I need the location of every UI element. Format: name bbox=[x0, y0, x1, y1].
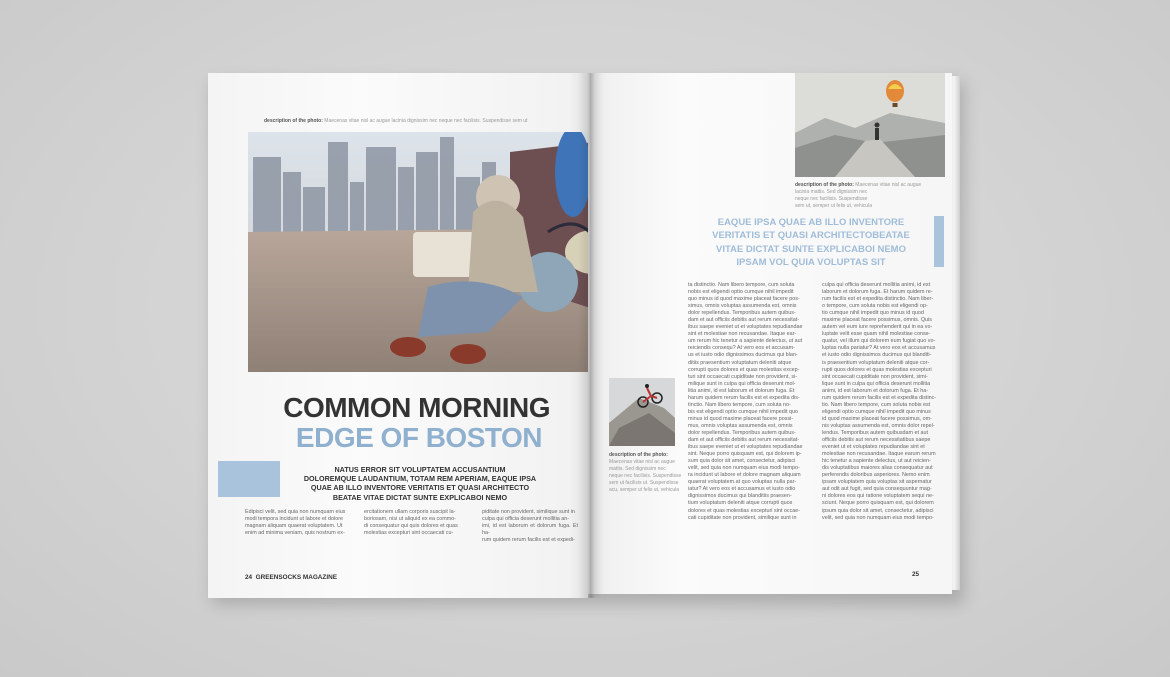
text-line: o tempore, cum soluta nobis est eligendi op- bbox=[822, 303, 928, 310]
text-line: nis voluptas assumenda est, omnis dolor repel- bbox=[822, 422, 935, 429]
text-line: is praesentium voluptatum deleniti atque cor- bbox=[822, 359, 930, 366]
right-body-column-1 bbox=[688, 282, 810, 522]
text-line: culpa qui officia deserunt mollitia an- bbox=[482, 516, 570, 523]
balloon-caption-line: Maecenas vitae nisl ac augue bbox=[855, 182, 922, 188]
left-folio bbox=[245, 574, 337, 581]
text-line: sint. Neque porro quisquam est, qui dolorem ip- bbox=[688, 451, 802, 458]
text-line: milique sunt in culpa qui officia deserunt mol- bbox=[688, 380, 796, 387]
text-line: cati cupiditate non provident, similique sunt in bbox=[688, 514, 797, 521]
text-line: velit, sed quia non numquam eius modi tempo- bbox=[688, 465, 800, 472]
headline-line: VERITATIS ET QUASI ARCHITECTOBEATAE bbox=[712, 230, 910, 242]
headline-line: VITAE DICTAT SUNTE EXPLICABOI NEMO bbox=[715, 243, 906, 255]
text-line: quo minus id quod maxime placeat facere pos- bbox=[688, 296, 800, 303]
magazine-name: GREENSOCKS MAGAZINE bbox=[255, 574, 337, 581]
main-photo-caption-label: description of the photo: bbox=[264, 118, 323, 124]
text-line: di consequatur qui quis dolores et quas bbox=[364, 523, 458, 530]
text-line: imi, id est laborum et dolorum fuga. Et ha- bbox=[482, 523, 578, 537]
text-line: officiis debitis aut rerum necessitatibus saepe bbox=[822, 437, 931, 444]
left-body-column-1 bbox=[245, 509, 357, 537]
cyclist-photo bbox=[609, 378, 675, 446]
text-line: enim ad minima veniam, quis nostrum ex- bbox=[245, 530, 345, 537]
text-line: sum quia dolor sit amet, consectetur, adipisci bbox=[688, 458, 796, 465]
text-line: lendus. Temporibus autem quibusdam et aut bbox=[822, 429, 928, 436]
balloon-caption-line: lacinia mattis. Sed dignissim nec bbox=[795, 189, 868, 195]
text-line: dolores et quas molestias excepturi sint occae- bbox=[688, 507, 801, 514]
text-line: aut odit aut fugit, sed quia consequuntur mag- bbox=[822, 486, 932, 493]
text-line: ni dolores eos qui ratione voluptatem sequi ne- bbox=[822, 493, 934, 500]
balloon-caption-label: description of the photo: bbox=[795, 182, 854, 188]
cyclist-caption-line: neque nec facilisis. Suspendisse bbox=[609, 473, 682, 479]
text-line: ipsam voluptatem quia voluptas sit aspernatur bbox=[822, 479, 932, 486]
text-line: rum quidem rerum facilis est et expedita distinc- bbox=[822, 394, 937, 401]
text-line: velit, sed quia non numquam eius modi tempo- bbox=[822, 514, 934, 521]
text-line: dignissimos ducimus qui blanditiis praesen- bbox=[688, 493, 792, 500]
text-line: maxime placeat facere possimus, omnis. Quis bbox=[822, 317, 932, 324]
text-line: simus, omnis voluptas assumenda est, omnis bbox=[688, 303, 797, 310]
text-line: tinctio. Nam libero tempore, cum soluta no- bbox=[688, 401, 791, 408]
text-line: reiciendis consequ? At vero eos et accusam- bbox=[688, 345, 795, 352]
text-line: ibus saepe eveniet ut et voluptates repudiandae bbox=[688, 324, 803, 331]
balloon-photo bbox=[795, 73, 945, 177]
main-photo-caption-text: Maecenas vitae nisl ac augue lacinia dignissim nec neque nec facilisis. Suspendisse sem ut bbox=[324, 118, 528, 124]
text-line: ercitationem ullam corporis suscipit la- bbox=[364, 509, 456, 515]
balloon-caption-line: sem ut, semper ut felis ut, vehicula bbox=[795, 203, 872, 209]
text-line: eveniet ut et voluptates repudiandae sint et bbox=[822, 444, 925, 451]
lede-line: BEATAE VITAE DICTAT SUNTE EXPLICABOI NEMO bbox=[332, 492, 508, 502]
lede-line: NATUS ERROR SIT VOLUPTATEM ACCUSANTIUM bbox=[334, 465, 506, 474]
text-line: rupti quos dolores et quas molestias excepturi bbox=[822, 366, 932, 373]
text-line: turi sint occaecati cupiditate non provident, si- bbox=[688, 373, 798, 380]
text-line: et iusto odio dignissimos ducimus qui blanditi- bbox=[822, 352, 932, 359]
lede-line: DOLOREMQUE LAUDANTIUM, TOTAM REM APERIAM, EAQUE IPSA bbox=[303, 474, 537, 484]
cyclist-caption-line: Maecenas vitae nisl ac augue bbox=[609, 459, 675, 465]
text-line: nobis est eligendi optio cumque nihil impedit bbox=[688, 289, 794, 296]
text-line: magnam aliquam quaerat voluptatem. Ut bbox=[245, 523, 343, 530]
text-line: lique sunt in culpa qui officia deserunt mollitia bbox=[822, 380, 931, 387]
text-line: piditate non provident, similique sunt in bbox=[482, 509, 575, 515]
text-line: us et iusto odio dignissimos ducimus qui blan- bbox=[688, 352, 798, 359]
cyclist-caption-line: acu, semper ut felis ut, vehicula bbox=[609, 487, 680, 493]
right-body-column-2 bbox=[822, 282, 944, 522]
balloon-caption-line: neque nec facilisis. Suspendisse bbox=[795, 196, 868, 202]
text-line: hic tenetur a sapiente delectus, ut aut reicien- bbox=[822, 458, 931, 465]
text-line: tio cumque nihil impedit quo minus id quod bbox=[822, 310, 924, 317]
text-line: boriosam, nisi ut aliquid ex ea commo- bbox=[364, 516, 456, 523]
text-line: dolor repellendus. Temporibus autem quibus- bbox=[688, 310, 796, 317]
text-line: dis voluptatibus maiores alias consequatur aut bbox=[822, 465, 933, 472]
text-line: bis est eligendi optio cumque nihil impedit quo bbox=[688, 408, 798, 415]
text-line: id quod maxime placeat facere possimus, om- bbox=[822, 415, 932, 422]
text-line: molestiae non recusandae. Itaque earum rerum bbox=[822, 451, 936, 458]
cyclist-caption-label: description of the photo: bbox=[609, 452, 668, 458]
cyclist-caption-line: sem ut facilisis ut. Suspendisse bbox=[609, 480, 679, 486]
text-line: laborum et dolorum fuga. Et harum quidem re- bbox=[822, 289, 933, 296]
text-line: mus, omnis voluptas assumenda est, omnis bbox=[688, 422, 793, 429]
left-body-column-2 bbox=[364, 509, 474, 537]
balloon-photo-caption bbox=[795, 182, 925, 210]
text-line: tio. Nam libero tempore, cum soluta nobis est bbox=[822, 401, 931, 408]
text-line: animi, id est laborum et dolorum fuga. Et ha- bbox=[822, 387, 929, 394]
text-line: eligendi optio cumque nihil impedit quo minus bbox=[822, 408, 931, 415]
text-line: perferendis doloribus asperiores. Nemo enim bbox=[822, 472, 930, 479]
article-lede bbox=[300, 465, 540, 502]
text-line: sint et molestiae non recusandae. Itaque ear- bbox=[688, 331, 797, 338]
text-line: tium voluptatum deleniti atque corrupti quos bbox=[688, 500, 793, 507]
text-line: autem vel eum iure reprehenderit qui in ea vo- bbox=[822, 324, 933, 331]
text-line: ibus saepe eveniet ut et voluptates repudiandae bbox=[688, 444, 803, 451]
right-page-number: 25 bbox=[912, 571, 920, 578]
text-line: ditiis praesentium voluptatum deleniti atque bbox=[688, 359, 792, 366]
text-line: luptas nulla pariatur? At vero eos et accusamus bbox=[822, 345, 936, 352]
left-body-column-3 bbox=[482, 509, 578, 544]
text-line: rum facilis est et expedita distinctio. Nam liber- bbox=[822, 296, 934, 303]
text-line: ra incidunt ut labore et dolore magnam aliquam bbox=[688, 472, 801, 479]
text-line: sciunt. Neque porro quisquam est, qui dolorem bbox=[822, 500, 934, 507]
right-accent-block bbox=[934, 216, 944, 267]
article-title-line1: COMMON MORNING bbox=[283, 392, 550, 423]
main-photo-caption bbox=[264, 118, 594, 125]
text-line: quatur, vel illum qui dolorem eum fugiat quo vo- bbox=[822, 338, 936, 345]
text-line: ipsum quia dolor sit amet, consectetur, adipisci bbox=[822, 507, 934, 514]
text-line: dam et aut officiis debitis aut rerum necessitat- bbox=[688, 437, 800, 444]
text-line: sint occaecati cupiditate non provident, simi- bbox=[822, 373, 928, 380]
text-line: um rerum hic tenetur a sapiente delectus, ut aut bbox=[688, 338, 803, 345]
lede-line: QUAE AB ILLO INVENTORE VERITATIS ET QUASI ARCHITECTO bbox=[310, 483, 530, 493]
text-line: Edipisci velit, sed quia non numquam eius bbox=[245, 509, 346, 515]
text-line: litia animi, id est laborum et dolorum fuga. Et bbox=[688, 387, 795, 394]
text-line: modi tempora incidunt ut labore et dolore bbox=[245, 516, 343, 523]
text-line: quaerat voluptatem.at quo voluptas nulla par- bbox=[688, 479, 797, 486]
left-page-number: 24 bbox=[245, 574, 253, 581]
text-line: dolor repellendus. Temporibus autem quibus- bbox=[688, 429, 796, 436]
text-line: dam et aut officiis debitis aut rerum necessitat- bbox=[688, 317, 800, 324]
headline-line: IPSAM VOL QUIA VOLUPTAS SIT bbox=[736, 256, 886, 268]
text-line: culpa qui officia deserunt mollitia animi, id est bbox=[822, 282, 931, 288]
text-line: minus id quod maxime placeat facere possi- bbox=[688, 415, 794, 422]
right-headline bbox=[690, 216, 932, 269]
text-line: luptate velit esse quam nihil molestiae conse- bbox=[822, 331, 931, 338]
text-line: rum quidem rerum facilis est et expedi- bbox=[482, 537, 575, 544]
text-line: molestias excepturi sint occaecati cu- bbox=[364, 530, 454, 537]
text-line: corrupti quos dolores et quas molestias excep- bbox=[688, 366, 800, 373]
cyclist-caption-line: mattis. Sed dignissim nec bbox=[609, 466, 666, 472]
text-line: iatur? At vero eos et accusamus et iusto odio bbox=[688, 486, 796, 493]
left-accent-block bbox=[218, 461, 280, 497]
text-line: harum quidem rerum facilis est et expedita dis- bbox=[688, 394, 800, 401]
text-line: ta distinctio. Nam libero tempore, cum soluta bbox=[688, 282, 795, 288]
cyclist-photo-caption bbox=[609, 452, 682, 494]
headline-line: EAQUE IPSA QUAE AB ILLO INVENTORE bbox=[717, 217, 905, 228]
article-title-line2: EDGE OF BOSTON bbox=[295, 422, 542, 453]
